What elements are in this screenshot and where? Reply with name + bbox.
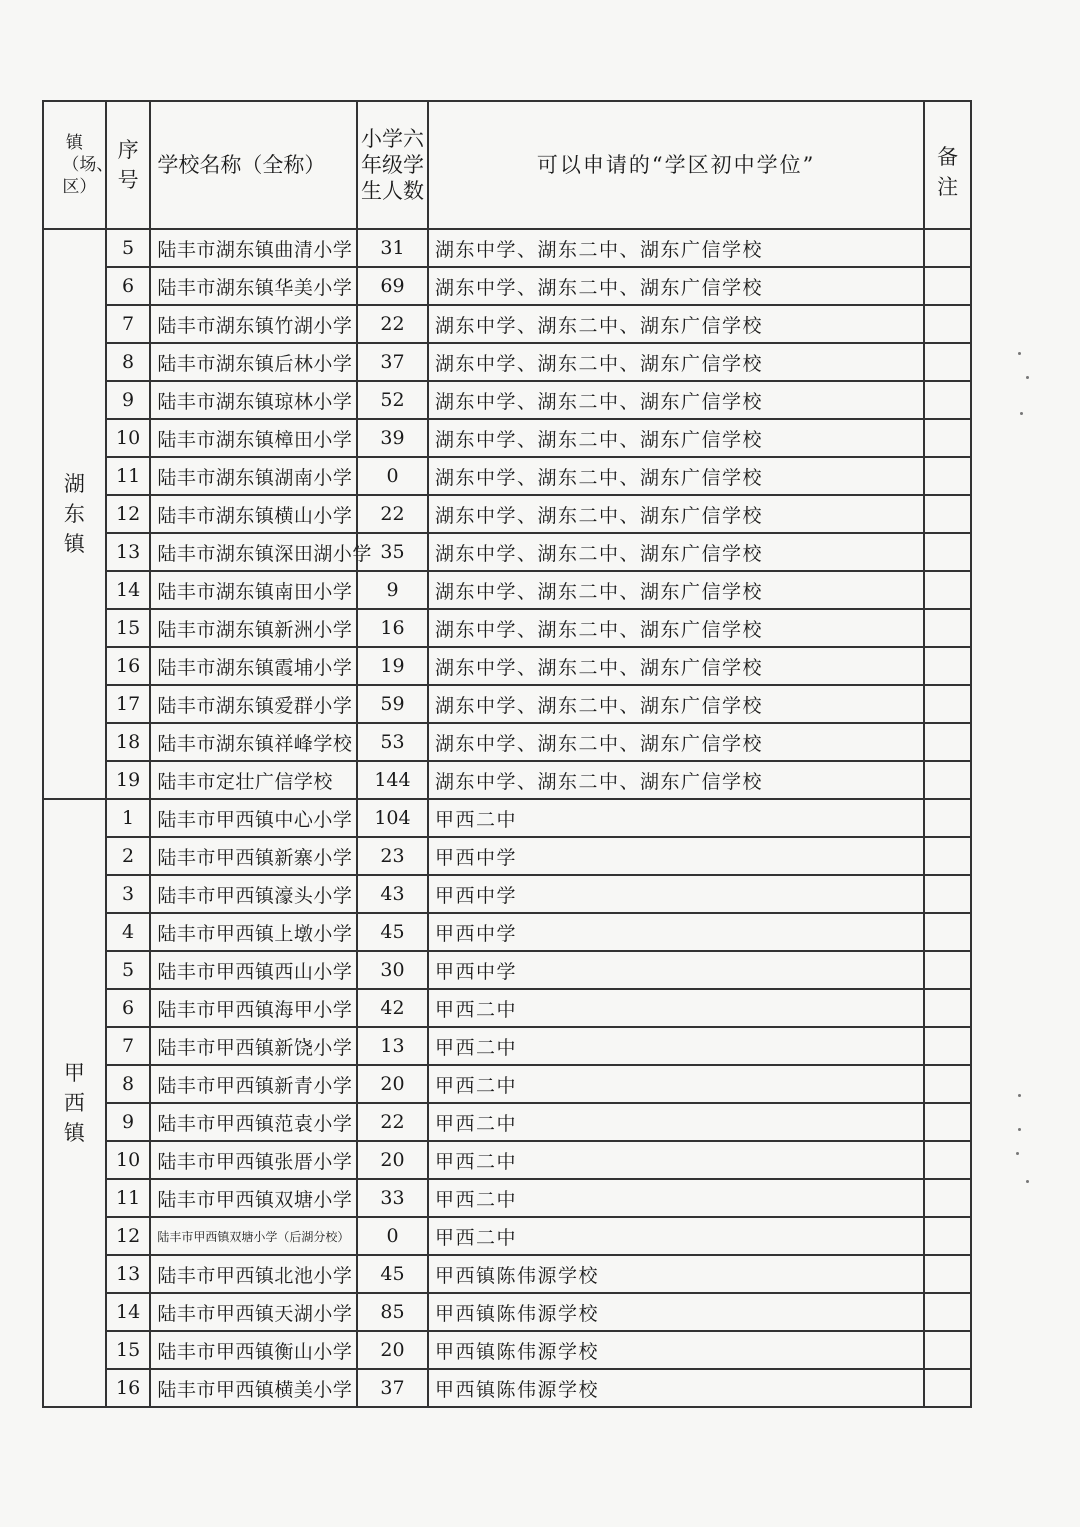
seq-cell: 10 [106, 419, 151, 457]
district-seats-cell: 湖东中学、湖东二中、湖东广信学校 [428, 267, 924, 305]
district-seats-cell: 甲西二中 [428, 1179, 924, 1217]
school-district-table [42, 100, 972, 1408]
scan-speck [1026, 376, 1029, 379]
note-cell [924, 951, 971, 989]
seq-cell: 16 [106, 1369, 151, 1407]
seq-cell: 15 [106, 1331, 151, 1369]
seq-cell: 14 [106, 571, 151, 609]
scan-speck [1018, 1128, 1021, 1131]
school-name-cell: 陆丰市湖东镇竹湖小学 [150, 305, 357, 343]
note-cell [924, 381, 971, 419]
school-name-cell: 陆丰市甲西镇濠头小学 [150, 875, 357, 913]
student-count-cell: 23 [357, 837, 428, 875]
student-count-cell: 0 [357, 1217, 428, 1255]
seq-cell: 8 [106, 1065, 151, 1103]
table-row [43, 1293, 971, 1331]
table-row [43, 1027, 971, 1065]
table-row [43, 1179, 971, 1217]
school-name-cell: 陆丰市湖东镇南田小学 [150, 571, 357, 609]
school-name-cell: 陆丰市甲西镇海甲小学 [150, 989, 357, 1027]
district-seats-cell: 湖东中学、湖东二中、湖东广信学校 [428, 609, 924, 647]
note-cell [924, 609, 971, 647]
district-seats-cell: 甲西二中 [428, 799, 924, 837]
district-seats-cell: 甲西中学 [428, 875, 924, 913]
school-name-cell: 陆丰市甲西镇中心小学 [150, 799, 357, 837]
seq-cell: 6 [106, 267, 151, 305]
student-count-cell: 31 [357, 229, 428, 267]
note-cell [924, 875, 971, 913]
header-seq: 序号 [106, 101, 151, 229]
header-note: 备注 [924, 101, 971, 229]
seq-cell: 2 [106, 837, 151, 875]
school-name-cell: 陆丰市湖东镇樟田小学 [150, 419, 357, 457]
note-cell [924, 457, 971, 495]
scan-speck [1026, 1180, 1029, 1183]
seq-cell: 17 [106, 685, 151, 723]
district-seats-cell: 甲西二中 [428, 1103, 924, 1141]
table-row [43, 229, 971, 267]
school-name-cell: 陆丰市湖东镇祥峰学校 [150, 723, 357, 761]
note-cell [924, 1065, 971, 1103]
seq-cell: 12 [106, 495, 151, 533]
table-row [43, 989, 971, 1027]
district-seats-cell: 湖东中学、湖东二中、湖东广信学校 [428, 495, 924, 533]
note-cell [924, 799, 971, 837]
note-cell [924, 571, 971, 609]
student-count-cell: 43 [357, 875, 428, 913]
district-seats-cell: 甲西镇陈伟源学校 [428, 1369, 924, 1407]
town-cell: 甲西镇 [43, 799, 106, 1407]
school-name-cell: 陆丰市甲西镇张厝小学 [150, 1141, 357, 1179]
seq-cell: 9 [106, 1103, 151, 1141]
note-cell [924, 495, 971, 533]
student-count-cell: 33 [357, 1179, 428, 1217]
town-cell: 湖东镇 [43, 229, 106, 799]
table-row [43, 1331, 971, 1369]
student-count-cell: 20 [357, 1065, 428, 1103]
seq-cell: 3 [106, 875, 151, 913]
school-name-cell: 陆丰市甲西镇横美小学 [150, 1369, 357, 1407]
note-cell [924, 723, 971, 761]
district-seats-cell: 湖东中学、湖东二中、湖东广信学校 [428, 229, 924, 267]
seq-cell: 1 [106, 799, 151, 837]
seq-cell: 16 [106, 647, 151, 685]
header-student-count: 小学六年级学生人数 [357, 101, 428, 229]
seq-cell: 12 [106, 1217, 151, 1255]
student-count-cell: 19 [357, 647, 428, 685]
note-cell [924, 343, 971, 381]
district-seats-cell: 湖东中学、湖东二中、湖东广信学校 [428, 381, 924, 419]
school-name-cell: 陆丰市甲西镇北池小学 [150, 1255, 357, 1293]
district-seats-cell: 湖东中学、湖东二中、湖东广信学校 [428, 305, 924, 343]
seq-cell: 18 [106, 723, 151, 761]
note-cell [924, 913, 971, 951]
student-count-cell: 22 [357, 1103, 428, 1141]
note-cell [924, 1369, 971, 1407]
scan-speck [1018, 352, 1021, 355]
table-row [43, 495, 971, 533]
student-count-cell: 20 [357, 1331, 428, 1369]
table-row [43, 1369, 971, 1407]
table-row [43, 913, 971, 951]
school-name-cell: 陆丰市湖东镇新洲小学 [150, 609, 357, 647]
table-row [43, 799, 971, 837]
seq-cell: 11 [106, 457, 151, 495]
table-row [43, 837, 971, 875]
note-cell [924, 837, 971, 875]
district-seats-cell: 甲西镇陈伟源学校 [428, 1331, 924, 1369]
seq-cell: 5 [106, 229, 151, 267]
header-district-seats: 可以申请的“学区初中学位” [428, 101, 924, 229]
school-name-cell: 陆丰市湖东镇湖南小学 [150, 457, 357, 495]
school-name-cell: 陆丰市甲西镇双塘小学（后湖分校） [150, 1217, 357, 1255]
district-seats-cell: 湖东中学、湖东二中、湖东广信学校 [428, 647, 924, 685]
note-cell [924, 1141, 971, 1179]
district-seats-cell: 甲西中学 [428, 951, 924, 989]
table-header-row [43, 101, 971, 229]
school-name-cell: 陆丰市甲西镇新青小学 [150, 1065, 357, 1103]
district-seats-cell: 甲西二中 [428, 1065, 924, 1103]
student-count-cell: 22 [357, 495, 428, 533]
student-count-cell: 53 [357, 723, 428, 761]
table-row [43, 875, 971, 913]
school-name-cell: 陆丰市湖东镇深田湖小学 [150, 533, 357, 571]
note-cell [924, 1331, 971, 1369]
table-row [43, 1103, 971, 1141]
school-name-cell: 陆丰市甲西镇新寨小学 [150, 837, 357, 875]
seq-cell: 13 [106, 533, 151, 571]
school-name-cell: 陆丰市定壮广信学校 [150, 761, 357, 799]
table-row [43, 1255, 971, 1293]
note-cell [924, 685, 971, 723]
seq-cell: 19 [106, 761, 151, 799]
student-count-cell: 52 [357, 381, 428, 419]
header-school-name: 学校名称（全称） [150, 101, 357, 229]
note-cell [924, 989, 971, 1027]
table-row [43, 305, 971, 343]
school-name-cell: 陆丰市湖东镇后林小学 [150, 343, 357, 381]
student-count-cell: 144 [357, 761, 428, 799]
school-name-cell: 陆丰市湖东镇霞埔小学 [150, 647, 357, 685]
seq-cell: 15 [106, 609, 151, 647]
table-row [43, 685, 971, 723]
student-count-cell: 42 [357, 989, 428, 1027]
school-name-cell: 陆丰市湖东镇琼林小学 [150, 381, 357, 419]
scanned-page [42, 100, 978, 1408]
school-name-cell: 陆丰市甲西镇范袁小学 [150, 1103, 357, 1141]
note-cell [924, 267, 971, 305]
table-row [43, 647, 971, 685]
note-cell [924, 305, 971, 343]
district-seats-cell: 湖东中学、湖东二中、湖东广信学校 [428, 419, 924, 457]
student-count-cell: 104 [357, 799, 428, 837]
district-seats-cell: 甲西二中 [428, 1027, 924, 1065]
table-row [43, 381, 971, 419]
note-cell [924, 1293, 971, 1331]
table-row [43, 343, 971, 381]
student-count-cell: 45 [357, 1255, 428, 1293]
school-name-cell: 陆丰市甲西镇双塘小学 [150, 1179, 357, 1217]
note-cell [924, 761, 971, 799]
school-name-cell: 陆丰市湖东镇横山小学 [150, 495, 357, 533]
district-seats-cell: 甲西中学 [428, 837, 924, 875]
seq-cell: 7 [106, 1027, 151, 1065]
header-town: 镇（场、区） [43, 101, 106, 229]
student-count-cell: 35 [357, 533, 428, 571]
student-count-cell: 30 [357, 951, 428, 989]
district-seats-cell: 湖东中学、湖东二中、湖东广信学校 [428, 533, 924, 571]
table-row [43, 1065, 971, 1103]
table-row [43, 1217, 971, 1255]
district-seats-cell: 甲西二中 [428, 1217, 924, 1255]
school-name-cell: 陆丰市甲西镇新饶小学 [150, 1027, 357, 1065]
note-cell [924, 1103, 971, 1141]
district-seats-cell: 湖东中学、湖东二中、湖东广信学校 [428, 723, 924, 761]
scan-speck [1016, 1152, 1019, 1155]
note-cell [924, 1179, 971, 1217]
table-row [43, 609, 971, 647]
student-count-cell: 22 [357, 305, 428, 343]
district-seats-cell: 甲西中学 [428, 913, 924, 951]
table-row [43, 1141, 971, 1179]
table-row [43, 951, 971, 989]
district-seats-cell: 甲西镇陈伟源学校 [428, 1255, 924, 1293]
district-seats-cell: 甲西二中 [428, 1141, 924, 1179]
school-name-cell: 陆丰市甲西镇上墩小学 [150, 913, 357, 951]
scan-speck [1018, 1094, 1021, 1097]
district-seats-cell: 湖东中学、湖东二中、湖东广信学校 [428, 761, 924, 799]
seq-cell: 13 [106, 1255, 151, 1293]
student-count-cell: 37 [357, 343, 428, 381]
note-cell [924, 1027, 971, 1065]
table-row [43, 761, 971, 799]
seq-cell: 9 [106, 381, 151, 419]
student-count-cell: 37 [357, 1369, 428, 1407]
scan-speck [1020, 412, 1023, 415]
district-seats-cell: 湖东中学、湖东二中、湖东广信学校 [428, 457, 924, 495]
table-row [43, 571, 971, 609]
seq-cell: 8 [106, 343, 151, 381]
note-cell [924, 229, 971, 267]
school-name-cell: 陆丰市甲西镇天湖小学 [150, 1293, 357, 1331]
seq-cell: 14 [106, 1293, 151, 1331]
note-cell [924, 647, 971, 685]
student-count-cell: 0 [357, 457, 428, 495]
seq-cell: 5 [106, 951, 151, 989]
note-cell [924, 419, 971, 457]
seq-cell: 4 [106, 913, 151, 951]
district-seats-cell: 湖东中学、湖东二中、湖东广信学校 [428, 343, 924, 381]
seq-cell: 7 [106, 305, 151, 343]
table-row [43, 723, 971, 761]
student-count-cell: 69 [357, 267, 428, 305]
seq-cell: 6 [106, 989, 151, 1027]
school-name-cell: 陆丰市甲西镇西山小学 [150, 951, 357, 989]
school-name-cell: 陆丰市湖东镇曲清小学 [150, 229, 357, 267]
school-name-cell: 陆丰市甲西镇衡山小学 [150, 1331, 357, 1369]
district-seats-cell: 甲西镇陈伟源学校 [428, 1293, 924, 1331]
student-count-cell: 59 [357, 685, 428, 723]
seq-cell: 11 [106, 1179, 151, 1217]
student-count-cell: 9 [357, 571, 428, 609]
student-count-cell: 85 [357, 1293, 428, 1331]
note-cell [924, 533, 971, 571]
school-name-cell: 陆丰市湖东镇爱群小学 [150, 685, 357, 723]
student-count-cell: 16 [357, 609, 428, 647]
table-row [43, 457, 971, 495]
table-row [43, 419, 971, 457]
district-seats-cell: 甲西二中 [428, 989, 924, 1027]
district-seats-cell: 湖东中学、湖东二中、湖东广信学校 [428, 571, 924, 609]
district-seats-cell: 湖东中学、湖东二中、湖东广信学校 [428, 685, 924, 723]
student-count-cell: 45 [357, 913, 428, 951]
seq-cell: 10 [106, 1141, 151, 1179]
student-count-cell: 39 [357, 419, 428, 457]
note-cell [924, 1217, 971, 1255]
table-row [43, 267, 971, 305]
table-row [43, 533, 971, 571]
note-cell [924, 1255, 971, 1293]
student-count-cell: 20 [357, 1141, 428, 1179]
student-count-cell: 13 [357, 1027, 428, 1065]
school-name-cell: 陆丰市湖东镇华美小学 [150, 267, 357, 305]
